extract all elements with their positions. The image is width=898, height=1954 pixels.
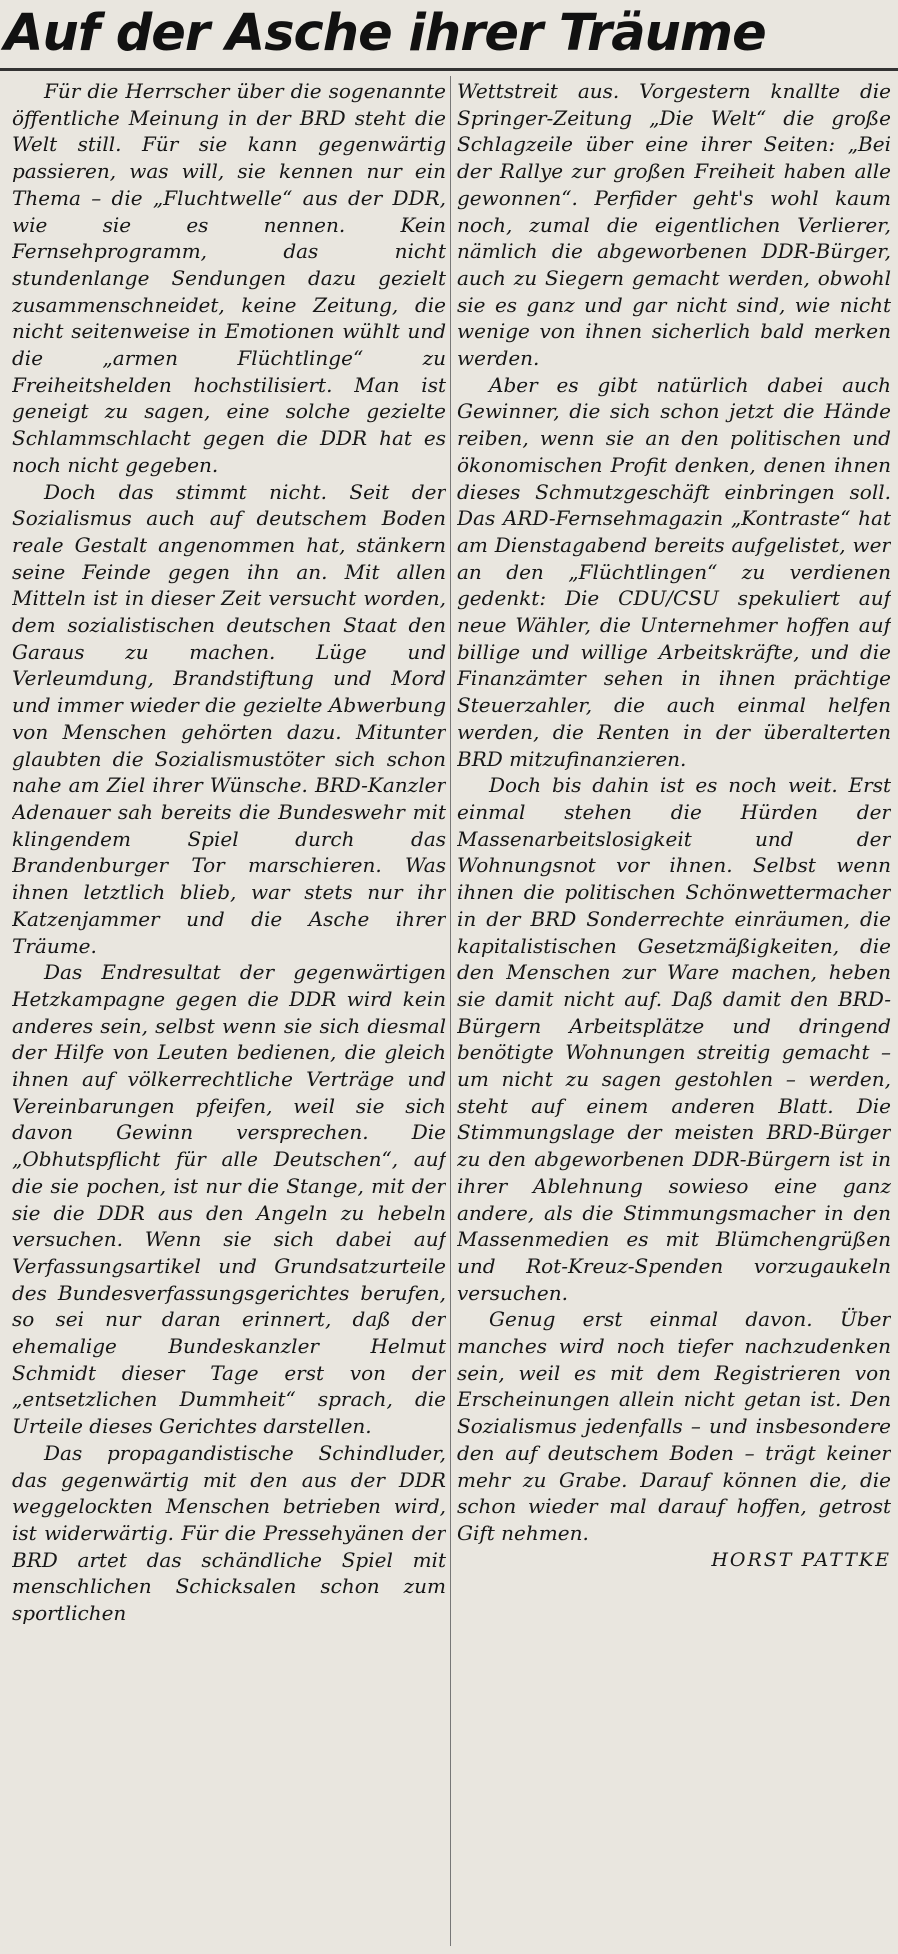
headline: Auf der Asche ihrer Träume xyxy=(4,4,766,63)
article-column-left xyxy=(12,78,446,1946)
article-column-right xyxy=(457,78,891,1946)
paragraph: Genug erst einmal davon. Über manches wird noch tiefer nachzudenken sein, weil es mit dem Registrieren von Erscheinungen allein nicht getan ist. Den Sozialismus jedenfalls – und insbesondere den auf deutschem Boden – trägt keiner mehr zu Grabe. Darauf können die, die schon wieder mal darauf hoffen, getrost Gift nehmen. xyxy=(457,1307,891,1545)
paragraph: Das Endresultat der gegenwärtigen Hetzkampagne gegen die DDR wird kein anderes sein, selbst wenn sie sich diesmal der Hilfe von Leuten bedienen, die gleich ihnen auf völkerrechtliche Verträge und Vereinbarungen pfeifen, weil sie sich davon Gewinn versprechen. Die „Obhutspflicht für alle Deutschen“, auf die sie pochen, ist nur die Stange, mit der sie die DDR aus den Angeln zu hebeln versuchen. Wenn sie sich dabei auf Verfassungsartikel und Grundsatzurteile des Bundesverfassungsgerichtes berufen, so sei nur daran erinnert, daß der ehemalige Bundeskanzler Helmut Schmidt dieser Tage erst von der „entsetzlichen Dummheit“ sprach, die Urteile dieses Gerichtes darstellen. xyxy=(12,960,446,1439)
paragraph: Für die Herrscher über die sogenannte öffentliche Meinung in der BRD steht die Welt still. Für sie kann gegenwärtig passieren, was will, sie kennen nur ein Thema – die „Fluchtwelle“ aus der DDR, wie sie es nennen. Kein Fernsehprogramm, das nicht stundenlange Sendungen dazu gezielt zusammenschneidet, keine Zeitung, die nicht seitenweise in Emotionen wühlt und die „armen Flüchtlinge“ zu Freiheitshelden hochstilisiert. Man ist geneigt zu sagen, eine solche gezielte Schlammschlacht gegen die DDR hat es noch nicht gegeben. xyxy=(12,79,446,477)
column-divider xyxy=(450,76,451,1946)
author-byline: HORST PATTKE xyxy=(711,1548,891,1571)
paragraph: Aber es gibt natürlich dabei auch Gewinner, die sich schon jetzt die Hände reiben, wenn sie an den politischen und ökonomischen Profit denken, denen ihnen dieses Schmutzgeschäft einbringen soll. Das ARD-Fernsehmagazin „Kontraste“ hat am Dienstagabend bereits aufgelistet, wer an den „Flüchtlingen“ zu verdienen gedenkt: Die CDU/CSU spekuliert auf neue Wähler, die Unternehmer hoffen auf billige und willige Arbeitskräfte, und die Finanzämter sehen in ihnen prächtige Steuerzahler, die auch einmal helfen werden, die Renten in der überalterten BRD mitzufinanzieren. xyxy=(457,372,891,771)
paragraph: Doch das stimmt nicht. Seit der Sozialismus auch auf deutschem Boden reale Gestalt angenommen hat, stänkern seine Feinde gegen ihn an. Mit allen Mitteln ist in dieser Zeit versucht worden, dem sozialistischen deutschen Staat den Garaus zu machen. Lüge und Verleumdung, Brandstiftung und Mord und immer wieder die gezielte Abwerbung von Menschen gehörten dazu. Mitunter glaubten die Sozialismustöter sich schon nahe am Ziel ihrer Wünsche. BRD-Kanzler Adenauer sah bereits die Bundeswehr mit klingendem Spiel durch das Brandenburger Tor marschieren. Was ihnen letztlich blieb, war stets nur ihr Katzenjammer und die Asche ihrer Träume. xyxy=(12,479,446,958)
paragraph: Wettstreit aus. Vorgestern knallte die Springer-Zeitung „Die Welt“ die große Schlagzeile über eine ihrer Seiten: „Bei der Rallye zur großen Freiheit haben alle gewonnen“. Perfider geht's wohl kaum noch, zumal die eigentlichen Verlierer, nämlich die abgeworbenen DDR-Bürger, auch zu Siegern gemacht werden, obwohl sie es ganz und gar nicht sind, wie nicht wenige von ihnen sicherlich bald merken werden. xyxy=(457,79,891,371)
paragraph: Das propagandistische Schindluder, das gegenwärtig mit den aus der DDR weggelockten Menschen betrieben wird, ist widerwärtig. Für die Pressehyänen der BRD artet das schändliche Spiel mit menschlichen Schicksalen schon zum sportlichen xyxy=(12,1440,446,1626)
headline-rule xyxy=(0,68,898,71)
paragraph: Doch bis dahin ist es noch weit. Erst einmal stehen die Hürden der Massenarbeitslosigkeit und der Wohnungsnot vor ihnen. Selbst wenn ihnen die politischen Schönwettermacher in der BRD Sonderrechte einräumen, die kapitalistischen Gesetzmäßigkeiten, die den Menschen zur Ware machen, heben sie damit nicht auf. Daß damit den BRD-Bürgern Arbeitsplätze und dringend benötigte Wohnungen streitig gemacht – um nicht zu sagen gestohlen – werden, steht auf einem anderen Blatt. Die Stimmungslage der meisten BRD-Bürger zu den abgeworbenen DDR-Bürgern ist in ihrer Ablehnung sowieso eine ganz andere, als die Stimmungsmacher in den Massenmedien es mit Blümchengrüßen und Rot-Kreuz-Spenden vorzugaukeln versuchen. xyxy=(457,773,891,1305)
